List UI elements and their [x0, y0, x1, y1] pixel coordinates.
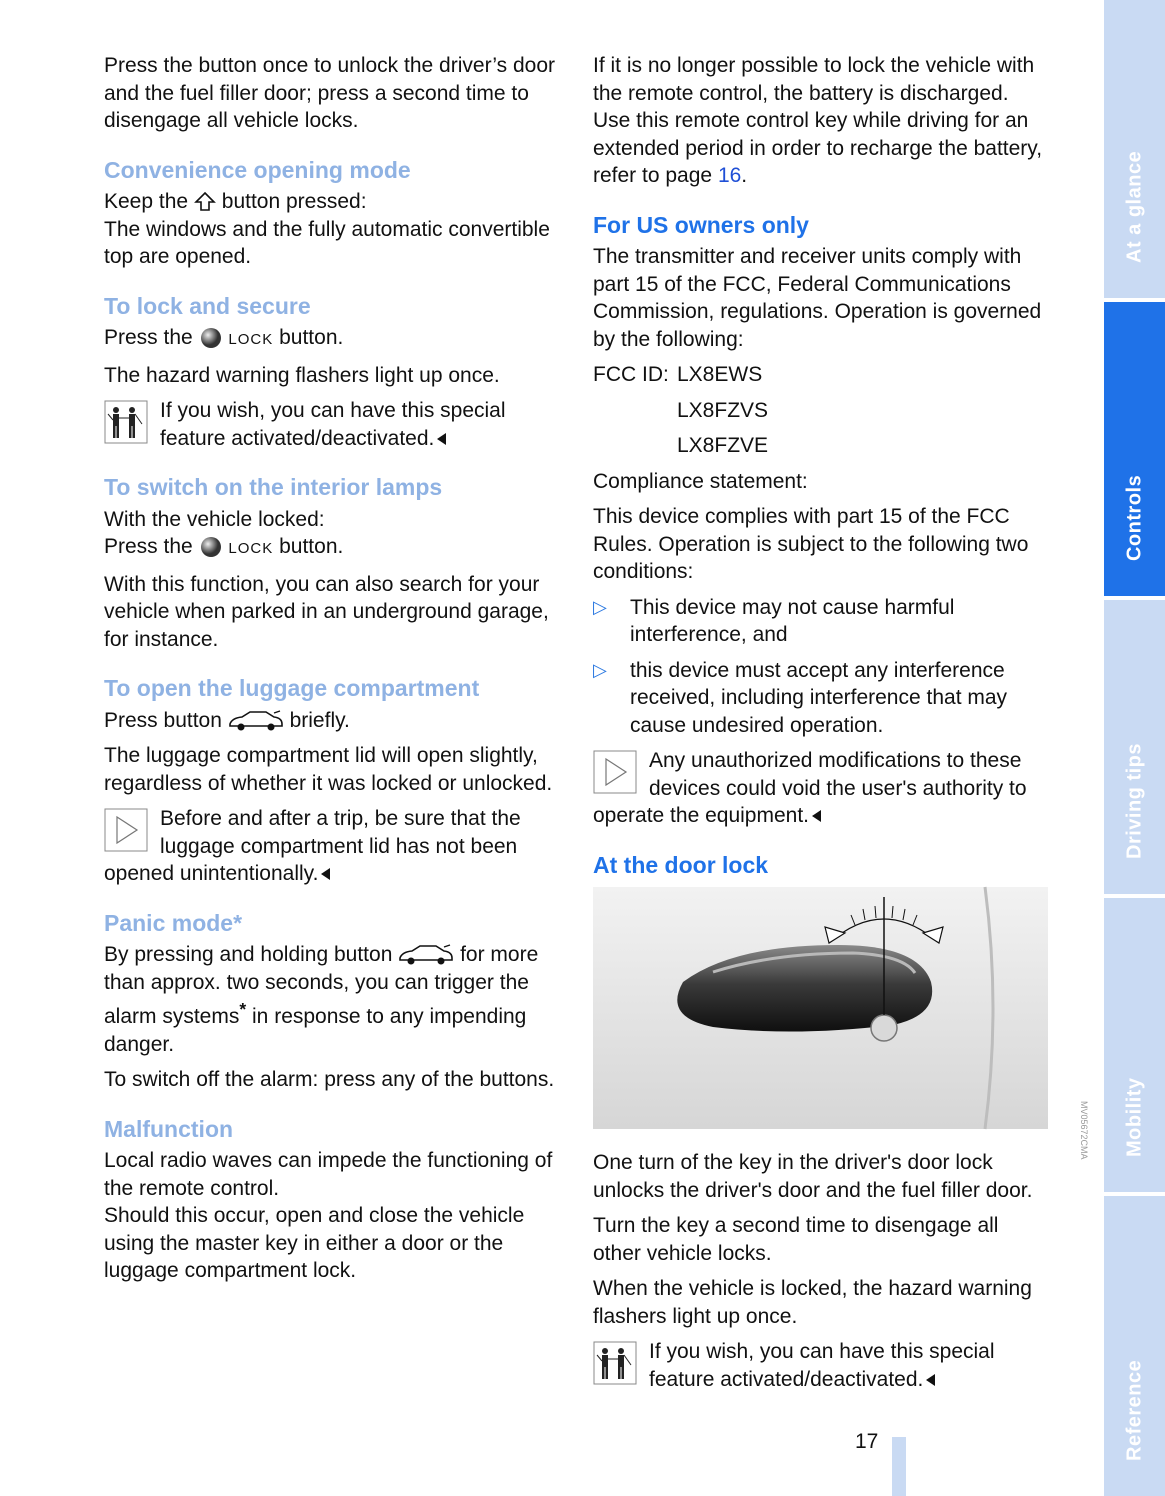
door-p1: One turn of the key in the driver's door lock unlocks the driver's door and the fuel filler door.	[593, 1151, 1033, 1202]
door-lock-heading: At the door lock	[593, 851, 769, 878]
battery-text: If it is no longer possible to lock the vehicle with the remote control, the battery is discharged. Use this remote control key while driving for an extended period in order to recharge the battery, refer to page 16.	[593, 54, 1043, 187]
lock-button-icon	[199, 326, 223, 350]
lock-label: LOCK	[228, 540, 274, 557]
page-number-bar	[892, 1437, 906, 1496]
malfunction-p1: Local radio waves can impede the functioning of the remote control.	[104, 1149, 553, 1200]
trunk-car-icon	[398, 944, 454, 966]
unlock-arrow-icon	[194, 191, 216, 213]
interior-heading: To switch on the interior lamps	[104, 474, 443, 500]
luggage-note: Before and after a trip, be sure that the luggage compartment lid has not been opened unintentionally.	[104, 807, 521, 885]
service-people-icon	[104, 400, 148, 444]
tab-driving-tips[interactable]: Driving tips	[1104, 600, 1165, 894]
image-code: MV05672CMA	[1079, 1101, 1089, 1160]
end-marker	[926, 1374, 935, 1386]
convenience-heading: Convenience opening mode	[104, 156, 411, 183]
door-note: If you wish, you can have this special feature activated/deactivated.	[593, 1338, 1048, 1393]
luggage-press-line: Press button briefly.	[104, 708, 350, 732]
lock-note: If you wish, you can have this special feature activated/deactivated.	[104, 397, 559, 452]
hazard-text: The hazard warning flashers light up once.	[104, 363, 500, 387]
note-triangle-icon	[104, 808, 148, 852]
list-item: ▷ this device must accept any interference received, including interference that may cause undesired operation.	[593, 658, 1008, 737]
convenience-body: The windows and the fully automatic convertible top are opened.	[104, 217, 550, 268]
tab-reference[interactable]: Reference	[1104, 1196, 1165, 1496]
section-tabs	[1104, 0, 1165, 1496]
page-number: 17	[855, 1430, 879, 1453]
fcc-label: FCC ID:	[593, 363, 669, 386]
trunk-car-icon	[228, 710, 284, 732]
interior-locked: With the vehicle locked:	[104, 507, 325, 531]
convenience-keep-line: Keep the button pressed:	[104, 190, 367, 213]
end-marker	[437, 433, 446, 445]
option-asterisk: *	[239, 999, 247, 1019]
note-triangle-icon	[593, 750, 637, 794]
left-column	[104, 52, 559, 1293]
lock-label: LOCK	[228, 331, 274, 348]
end-marker	[812, 810, 821, 822]
panic-body: By pressing and holding button for more than approx. two seconds, you can trigger the alarm systems* in response to any impending danger.	[104, 943, 539, 1056]
door-handle-illustration	[593, 887, 1089, 1160]
door-p2: Turn the key a second time to disengage all other vehicle locks.	[593, 1214, 999, 1265]
bullet-triangle-icon: ▷	[593, 659, 607, 680]
fcc-id: LX8FZVS	[677, 398, 769, 422]
panic-off: To switch off the alarm: press any of the buttons.	[104, 1068, 555, 1091]
tab-mobility[interactable]: Mobility	[1104, 898, 1165, 1192]
compliance-label: Compliance statement:	[593, 469, 808, 493]
fcc-note: Any unauthorized modifications to these devices could void the user's authority to operate the equipment.	[593, 749, 1027, 827]
malfunction-p2: Should this occur, open and close the vehicle using the master key in either a door or the luggage compartment lock.	[104, 1204, 525, 1282]
lock-heading: To lock and secure	[104, 292, 311, 319]
list-item: ▷ This device may not cause harmful interference, and	[593, 595, 955, 646]
tab-controls[interactable]: Controls	[1104, 302, 1165, 596]
malfunction-heading: Malfunction	[104, 1115, 234, 1142]
us-body: The transmitter and receiver units comply with part 15 of the FCC, Federal Communications Commission, regulations. Operation is governed by the following:	[593, 245, 1042, 351]
panic-heading: Panic mode*	[104, 909, 243, 936]
door-p3: When the vehicle is locked, the hazard warning flashers light up once.	[593, 1277, 1032, 1328]
page-link[interactable]: 16	[717, 164, 742, 187]
tab-at-a-glance[interactable]: At a glance	[1104, 0, 1165, 298]
fcc-id: LX8EWS	[677, 363, 763, 386]
intro-text: Press the button once to unlock the driver’s door and the fuel filler door; press a second time to disengage all vehicle locks.	[104, 54, 555, 132]
service-people-icon	[593, 1341, 637, 1385]
luggage-body: The luggage compartment lid will open slightly, regardless of whether it was locked or unlocked.	[104, 744, 553, 795]
lock-button-icon	[199, 535, 223, 559]
compliance-statement: This device complies with part 15 of the FCC Rules. Operation is subject to the following two conditions:	[593, 505, 1029, 583]
fcc-id: LX8FZVE	[677, 434, 769, 457]
right-column	[593, 52, 1089, 1401]
fcc-id-row	[593, 361, 1048, 389]
luggage-heading: To open the luggage compartment	[104, 675, 480, 701]
lock-press-line: Press the LOCK button.	[104, 326, 344, 349]
interior-body: With this function, you can also search for your vehicle when parked in an underground garage, for instance.	[104, 572, 549, 651]
us-owners-heading: For US owners only	[593, 211, 809, 238]
bullet-triangle-icon: ▷	[593, 596, 607, 617]
end-marker	[321, 868, 330, 880]
interior-press-line: Press the LOCK button.	[104, 535, 344, 558]
